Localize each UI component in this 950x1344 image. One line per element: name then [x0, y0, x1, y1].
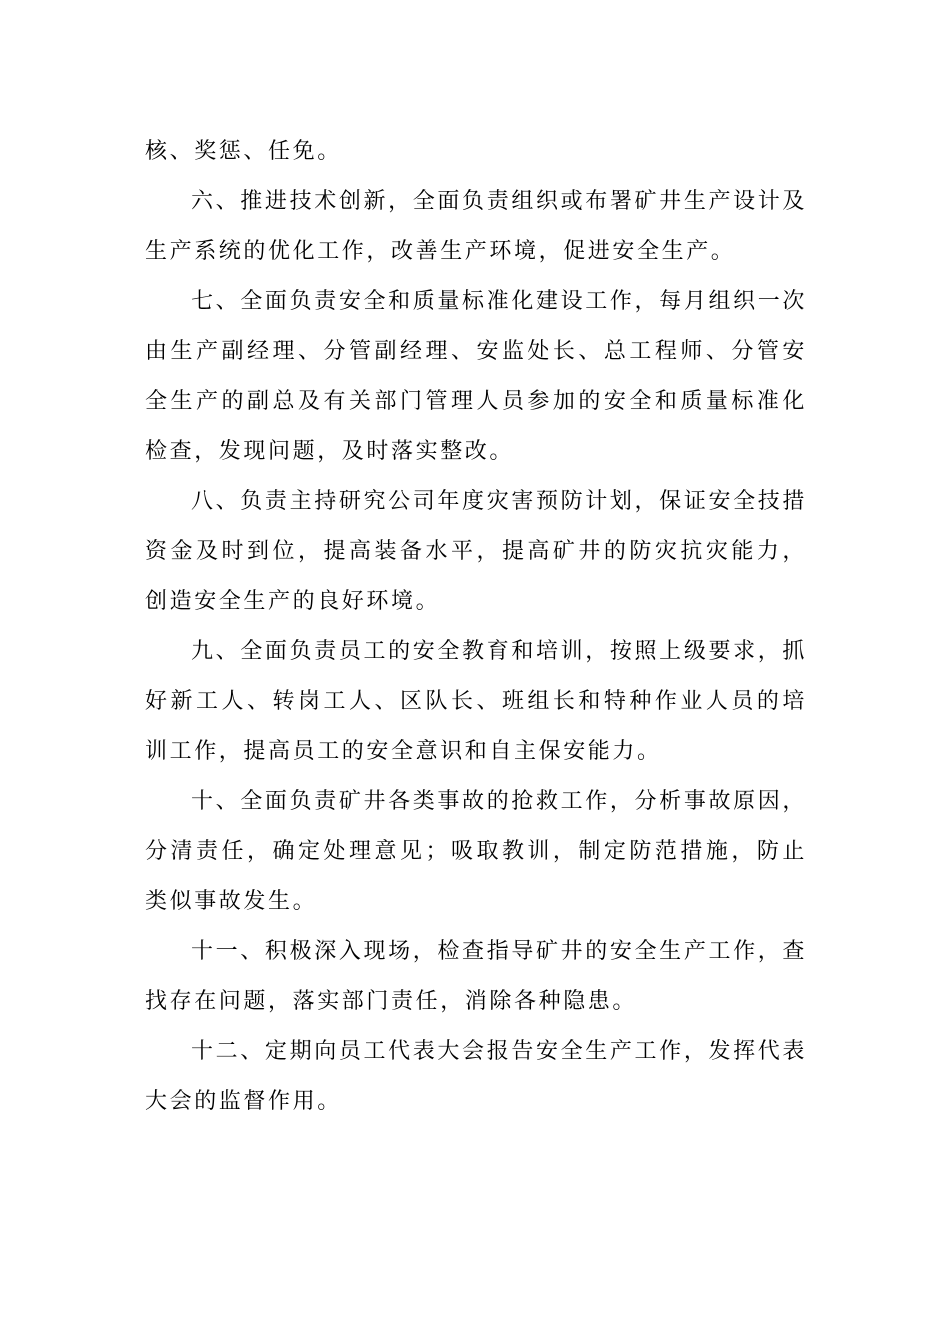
paragraph-continuation: 核、奖惩、任免。	[145, 139, 342, 164]
paragraph-item-7: 七、全面负责安全和质量标准化建设工作，每月组织一次由生产副经理、分管副经理、安监处长、总工程师、分管安全生产的副总及有关部门管理人员参加的安全和质量标准化检查，发现问题，及时落实整改。	[145, 289, 807, 464]
paragraph-item-10: 十、全面负责矿井各类事故的抢救工作，分析事故原因，分清责任，确定处理意见；吸取教训，制定防范措施，防止类似事故发生。	[145, 789, 807, 914]
document-body	[145, 127, 807, 1127]
paragraph-item-11: 十一、积极深入现场，检查指导矿井的安全生产工作，查找存在问题，落实部门责任，消除各种隐患。	[145, 939, 807, 1014]
paragraph-item-9: 九、全面负责员工的安全教育和培训，按照上级要求，抓好新工人、转岗工人、区队长、班组长和特种作业人员的培训工作，提高员工的安全意识和自主保安能力。	[145, 639, 807, 764]
paragraph-item-6: 六、推进技术创新，全面负责组织或布署矿井生产设计及生产系统的优化工作，改善生产环境，促进安全生产。	[145, 189, 807, 264]
paragraph-item-12: 十二、定期向员工代表大会报告安全生产工作，发挥代表大会的监督作用。	[145, 1039, 807, 1114]
paragraph-item-8: 八、负责主持研究公司年度灾害预防计划，保证安全技措资金及时到位，提高装备水平，提高矿井的防灾抗灾能力，创造安全生产的良好环境。	[145, 489, 807, 614]
